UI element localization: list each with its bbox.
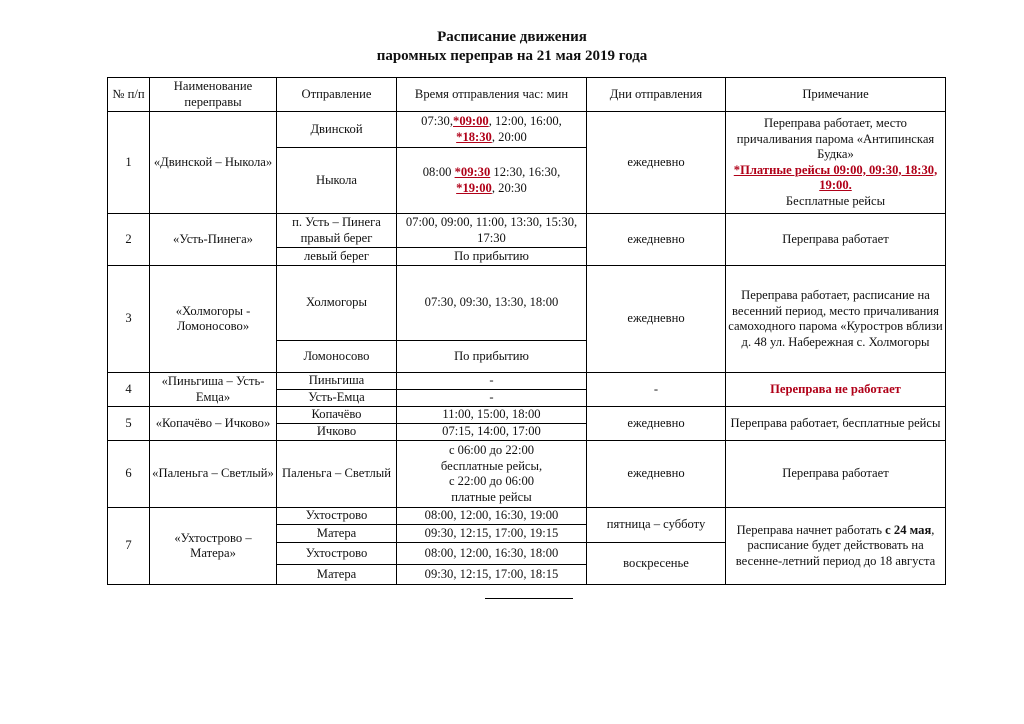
note: Переправа работает, бесплатные рейсы: [726, 407, 946, 441]
departure-point: Паленьга – Светлый: [277, 441, 397, 508]
departure-days: ежедневно: [587, 407, 726, 441]
departure-point: Матера: [277, 565, 397, 585]
table-header-row: [108, 78, 946, 112]
departure-days: -: [587, 373, 726, 407]
paid-time: *18:30: [456, 129, 492, 144]
crossing-name: «Пиньгиша – Усть-Емца»: [150, 373, 277, 407]
document-title-line1: Расписание движения: [437, 29, 587, 45]
departure-times: -: [397, 373, 587, 390]
departure-point: левый берег: [277, 248, 397, 266]
time-text: 08:00: [422, 165, 455, 179]
departure-point: Копачёво: [277, 407, 397, 424]
table-row: [108, 508, 946, 525]
departure-times: По прибытию: [397, 341, 587, 373]
note: [726, 508, 946, 585]
departure-times: [397, 441, 587, 508]
row-num: 7: [108, 508, 150, 585]
time-text: , 20:00: [491, 129, 527, 144]
table-row: [108, 373, 946, 390]
departure-point: Ухтострово: [277, 508, 397, 525]
header-num: № п/п: [108, 78, 150, 112]
departure-point: Матера: [277, 525, 397, 543]
crossing-name: «Усть-Пинега»: [150, 214, 277, 266]
document-title-line2: паромных переправ на 21 мая 2019 года: [376, 48, 648, 64]
time-line: с 22:00 до 06:00: [448, 474, 535, 488]
note-text: Бесплатные рейсы: [785, 193, 886, 208]
table-row: [108, 112, 946, 148]
row-num: 6: [108, 441, 150, 508]
departure-point: Ломоносово: [277, 341, 397, 373]
table-row: [108, 441, 946, 508]
departure-days: ежедневно: [587, 441, 726, 508]
crossing-name: «Двинской – Ныкола»: [150, 112, 277, 214]
paid-time: *09:00: [453, 114, 489, 128]
crossing-name: «Паленьга – Светлый»: [150, 441, 277, 508]
header-time: Время отправления час: мин: [397, 78, 587, 112]
note-start-date: с 24 мая: [885, 522, 932, 537]
departure-days: ежедневно: [587, 112, 726, 214]
crossing-name: «Копачёво – Ичково»: [150, 407, 277, 441]
time-text: 07:30,: [421, 114, 454, 128]
crossing-name: «Холмогоры - Ломоносово»: [150, 266, 277, 373]
note: [726, 112, 946, 214]
note: Переправа работает: [726, 214, 946, 266]
departure-times: 08:00, 12:00, 16:30, 18:00: [397, 543, 587, 565]
time-text: , 12:00, 16:00,: [488, 114, 562, 128]
departure-point: п. Усть – Пинега правый берег: [277, 214, 397, 248]
departure-point: Ухтострово: [277, 543, 397, 565]
note-not-working: Переправа не работает: [726, 373, 946, 407]
departure-times: По прибытию: [397, 248, 587, 266]
time-line: платные рейсы: [451, 489, 532, 504]
departure-point: Ичково: [277, 424, 397, 441]
departure-days: пятница – субботу: [587, 508, 726, 543]
time-text: , 20:30: [491, 180, 527, 195]
ferry-schedule-table: [107, 77, 946, 585]
note-text: , расписание будет действовать на весенне-летний период до 18 августа: [735, 522, 936, 568]
note: Переправа работает, расписание на весенний период, место причаливания самоходного парома «Куростров вблизи д. 48 ул. Набережная с. Холмогоры: [726, 266, 946, 373]
table-row: [108, 214, 946, 248]
row-num: 3: [108, 266, 150, 373]
crossing-name: «Ухтострово – Матера»: [150, 508, 277, 585]
row-num: 1: [108, 112, 150, 214]
note-text: Переправа работает, место причаливания парома «Антипинская Будка»: [736, 116, 935, 161]
paid-time: *09:30: [454, 165, 491, 179]
row-num: 2: [108, 214, 150, 266]
paid-time: *19:00: [456, 180, 492, 195]
departure-point: Холмогоры: [277, 266, 397, 341]
departure-times: [397, 112, 587, 148]
table-row: [108, 407, 946, 424]
departure-times: [397, 148, 587, 214]
row-num: 4: [108, 373, 150, 407]
departure-times: 09:30, 12:15, 17:00, 19:15: [397, 525, 587, 543]
time-line: бесплатные рейсы,: [440, 458, 543, 473]
departure-times: 07:15, 14:00, 17:00: [397, 424, 587, 441]
departure-times: -: [397, 390, 587, 407]
header-days: Дни отправления: [587, 78, 726, 112]
departure-point: Ныкола: [277, 148, 397, 214]
row-num: 5: [108, 407, 150, 441]
departure-point: Пиньгиша: [277, 373, 397, 390]
departure-times: 09:30, 12:15, 17:00, 18:15: [397, 565, 587, 585]
departure-times: 11:00, 15:00, 18:00: [397, 407, 587, 424]
departure-point: Двинской: [277, 112, 397, 148]
footer-divider: [485, 598, 573, 599]
departure-days: воскресенье: [587, 543, 726, 585]
departure-days: ежедневно: [587, 214, 726, 266]
departure-days: ежедневно: [587, 266, 726, 373]
time-text: 12:30, 16:30,: [490, 165, 561, 179]
departure-times: 07:30, 09:30, 13:30, 18:00: [397, 266, 587, 341]
departure-times: 07:00, 09:00, 11:00, 13:30, 15:30, 17:30: [397, 214, 587, 248]
header-name: Наименование переправы: [150, 78, 277, 112]
note: Переправа работает: [726, 441, 946, 508]
header-departure: Отправление: [277, 78, 397, 112]
header-note: Примечание: [726, 78, 946, 112]
departure-times: 08:00, 12:00, 16:30, 19:00: [397, 508, 587, 525]
note-text: Переправа начнет работать: [736, 522, 886, 537]
paid-trips-note: *Платные рейсы 09:00, 09:30, 18:30, 19:00.: [733, 162, 938, 192]
time-line: с 06:00 до 22:00: [448, 443, 535, 457]
departure-point: Усть-Емца: [277, 390, 397, 407]
table-row: [108, 266, 946, 341]
